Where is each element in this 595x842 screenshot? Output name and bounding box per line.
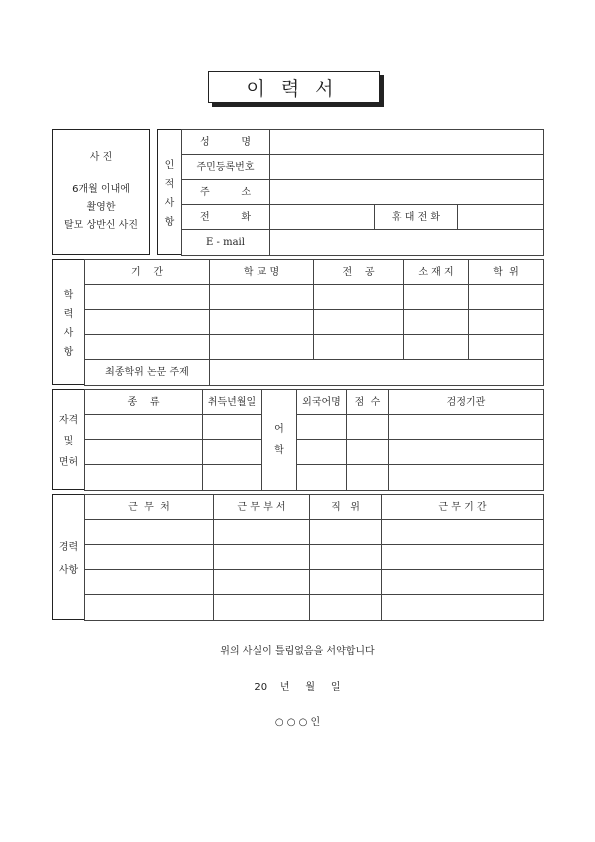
title-char: 이: [246, 77, 273, 100]
cell[interactable]: [310, 570, 382, 595]
cell[interactable]: [347, 440, 389, 465]
language-label: [262, 390, 297, 491]
cell[interactable]: [203, 440, 262, 465]
phone-field[interactable]: [270, 205, 375, 230]
table-row: [85, 465, 544, 491]
header-workplace: 근 무 처: [85, 495, 214, 520]
cell[interactable]: [203, 415, 262, 440]
cell[interactable]: [210, 310, 314, 335]
date-line: 20 년 월 일: [254, 682, 341, 693]
phone-label: 전 화: [182, 205, 270, 230]
cell[interactable]: [297, 415, 347, 440]
table-row: [85, 545, 544, 570]
cell[interactable]: [310, 595, 382, 621]
cell[interactable]: [85, 595, 214, 621]
mobile-label: 휴 대 전 화: [375, 205, 458, 230]
photo-label: 사 진: [89, 152, 113, 163]
email-field[interactable]: [270, 230, 544, 256]
rrn-field[interactable]: [270, 155, 544, 180]
address-field[interactable]: [270, 180, 544, 205]
document-title: [208, 71, 380, 103]
header-work-period: 근 무 기 간: [382, 495, 544, 520]
name-field[interactable]: [270, 130, 544, 155]
personal-info-table: [181, 129, 544, 256]
table-row: [85, 335, 544, 360]
pledge-text: 위의 사실이 틀림없음을 서약합니다: [220, 646, 375, 657]
cell[interactable]: [314, 310, 404, 335]
cell[interactable]: [85, 570, 214, 595]
section-char: 면허: [58, 457, 79, 468]
section-char: 학: [63, 290, 74, 301]
header-department: 근 무 부 서: [214, 495, 310, 520]
cell[interactable]: [310, 520, 382, 545]
cell[interactable]: [203, 465, 262, 491]
cell[interactable]: [404, 310, 469, 335]
table-row: [85, 440, 544, 465]
header-period: 기 간: [85, 260, 210, 285]
cell[interactable]: [85, 335, 210, 360]
header-degree: 학 위: [469, 260, 544, 285]
section-char: 경력: [58, 542, 79, 553]
table-row: [85, 310, 544, 335]
title-char: 서: [315, 77, 342, 100]
cell[interactable]: [469, 310, 544, 335]
license-section-label: [52, 389, 85, 490]
cell[interactable]: [297, 465, 347, 491]
cell[interactable]: [214, 570, 310, 595]
cell[interactable]: [214, 520, 310, 545]
thesis-field[interactable]: [210, 360, 544, 386]
header-exam-agency: 검정기관: [389, 390, 544, 415]
cell[interactable]: [310, 545, 382, 570]
photo-line3: 탈모 상반신 사진: [64, 220, 138, 231]
section-char: 및: [63, 436, 74, 447]
cell[interactable]: [469, 285, 544, 310]
cell[interactable]: [404, 285, 469, 310]
table-row: [85, 415, 544, 440]
cell[interactable]: [297, 440, 347, 465]
header-license-type: 종 류: [85, 390, 203, 415]
cell[interactable]: [210, 335, 314, 360]
cell[interactable]: [382, 595, 544, 621]
cell[interactable]: [382, 520, 544, 545]
header-major: 전 공: [314, 260, 404, 285]
career-section-label: [52, 494, 85, 620]
header-language: 외국어명: [297, 390, 347, 415]
section-char: 적: [164, 179, 175, 190]
header-score: 점 수: [347, 390, 389, 415]
title-char: 력: [280, 77, 308, 100]
cell[interactable]: [85, 310, 210, 335]
cell[interactable]: [214, 545, 310, 570]
address-label: 주 소: [182, 180, 270, 205]
rrn-label: 주민등록번호: [182, 155, 270, 180]
table-row: [85, 520, 544, 545]
cell[interactable]: [389, 465, 544, 491]
license-table: [84, 389, 544, 491]
name-label: 성 명: [182, 130, 270, 155]
cell[interactable]: [214, 595, 310, 621]
photo-line1: 6개월 이내에: [72, 184, 130, 195]
section-char: 사: [63, 328, 74, 339]
cell[interactable]: [347, 415, 389, 440]
email-label: E - mail: [182, 230, 270, 256]
cell[interactable]: [382, 570, 544, 595]
section-char: 항: [164, 217, 175, 228]
section-char: 어: [274, 424, 284, 435]
cell[interactable]: [85, 520, 214, 545]
header-position: 직 위: [310, 495, 382, 520]
cell[interactable]: [85, 545, 214, 570]
cell[interactable]: [85, 440, 203, 465]
cell[interactable]: [389, 440, 544, 465]
section-char: 인: [164, 160, 175, 171]
signature-line: ○ ○ ○ 인: [274, 717, 321, 728]
cell[interactable]: [404, 335, 469, 360]
cell[interactable]: [85, 415, 203, 440]
cell[interactable]: [210, 285, 314, 310]
education-table: [84, 259, 544, 386]
table-row: [85, 285, 544, 310]
cell[interactable]: [382, 545, 544, 570]
personal-section-label: [157, 129, 182, 255]
cell[interactable]: [85, 285, 210, 310]
career-table: [84, 494, 544, 621]
section-char: 사항: [58, 565, 79, 576]
photo-line2: 촬영한: [86, 202, 116, 213]
cell[interactable]: [314, 285, 404, 310]
section-char: 력: [63, 309, 74, 320]
cell[interactable]: [469, 335, 544, 360]
cell[interactable]: [389, 415, 544, 440]
cell[interactable]: [85, 465, 203, 491]
header-school: 학 교 명: [210, 260, 314, 285]
header-location: 소 재 지: [404, 260, 469, 285]
section-char: 사: [164, 198, 175, 209]
table-row: [85, 595, 544, 621]
table-row: [85, 570, 544, 595]
thesis-label: 최종학위 논문 주제: [85, 360, 210, 386]
cell[interactable]: [347, 465, 389, 491]
photo-box[interactable]: [52, 129, 150, 255]
header-acquired-date: 취득년월일: [203, 390, 262, 415]
mobile-field[interactable]: [458, 205, 544, 230]
cell[interactable]: [314, 335, 404, 360]
section-char: 자격: [58, 415, 79, 426]
section-char: 항: [63, 347, 74, 358]
section-char: 학: [274, 445, 284, 456]
education-section-label: [52, 259, 85, 385]
